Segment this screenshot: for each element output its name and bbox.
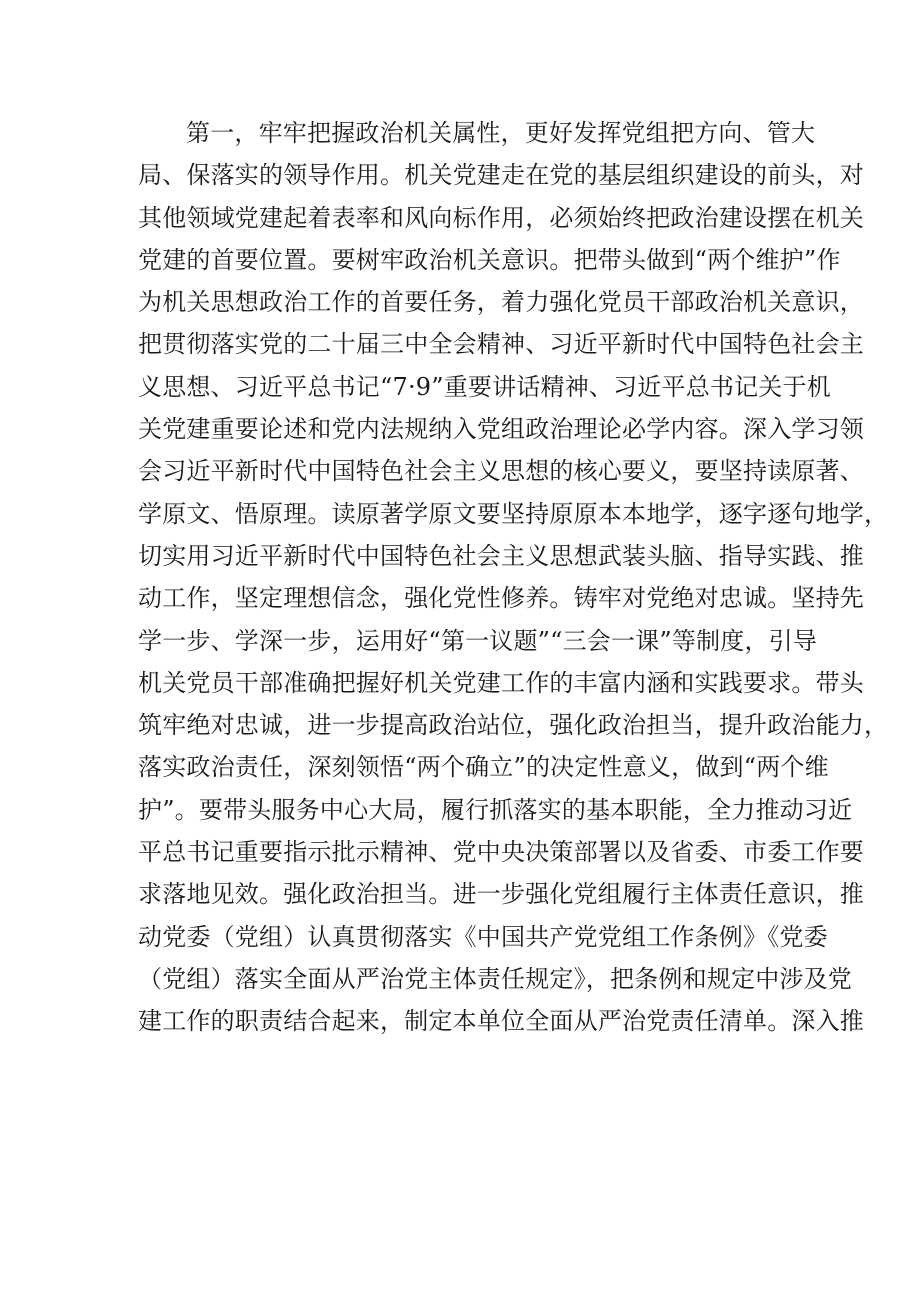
paragraph-line: 求落地见效。强化政治担当。进一步强化党组履行主体责任意识，推 <box>138 880 864 909</box>
paragraph-line: 其他领域党建起着表率和风向标作用，必须始终把政治建设摆在机关 <box>138 203 864 232</box>
document-body <box>138 112 889 1043</box>
paragraph-line: 动党委（党组）认真贯彻落实《中国共产党党组工作条例》《党委 <box>138 922 828 951</box>
paragraph-line: 第一，牢牢把握政治机关属性，更好发挥党组把方向、管大 <box>186 119 816 147</box>
paragraph-line: 落实政治责任，深刻领悟“两个确立”的决定性意义，做到“两个维 <box>138 753 829 782</box>
paragraph-line: （党组）落实全面从严治党主体责任规定》，把条例和规定中涉及党 <box>138 964 852 993</box>
paragraph-line: 动工作，坚定理想信念，强化党性修养。铸牢对党绝对忠诚。坚持先 <box>138 584 864 613</box>
paragraph-line: 切实用习近平新时代中国特色社会主义思想武装头脑、指导实践、推 <box>138 541 864 570</box>
paragraph-line: 党建的首要位置。要树牢政治机关意识。把带头做到“两个维护”作 <box>138 245 841 274</box>
paragraph-line: 局、保落实的领导作用。机关党建走在党的基层组织建设的前头，对 <box>138 161 864 190</box>
paragraph-line: 平总书记重要指示批示精神、党中央决策部署以及省委、市委工作要 <box>138 838 864 867</box>
paragraph-line: 把贯彻落实党的二十届三中全会精神、习近平新时代中国特色社会主 <box>138 330 864 359</box>
paragraph-line: 建工作的职责结合起来，制定本单位全面从严治党责任清单。深入推 <box>138 1007 864 1036</box>
paragraph-line: 关党建重要论述和党内法规纳入党组政治理论必学内容。深入学习领 <box>138 415 864 444</box>
paragraph-line: 学一步、学深一步，运用好“第一议题”“三会一课”等制度，引导 <box>138 626 818 655</box>
paragraph-line: 为机关思想政治工作的首要任务，着力强化党员干部政治机关意识， <box>138 288 864 317</box>
paragraph-line: 机关党员干部准确把握好机关党建工作的丰富内涵和实践要求。带头 <box>138 668 864 697</box>
paragraph-line: 学原文、悟原理。读原著学原文要坚持原原本本地学，逐字逐句地学， <box>138 499 889 528</box>
paragraph-line: 会习近平新时代中国特色社会主义思想的核心要义，要坚持读原著、 <box>138 457 864 486</box>
paragraph-line: 筑牢绝对忠诚，进一步提高政治站位，强化政治担当，提升政治能力， <box>138 711 889 740</box>
paragraph-line: 义思想、习近平总书记“7·9”重要讲话精神、习近平总书记关于机 <box>138 372 831 401</box>
paragraph-line: 护”。要带头服务中心大局，履行抓落实的基本职能，全力推动习近 <box>138 795 853 824</box>
